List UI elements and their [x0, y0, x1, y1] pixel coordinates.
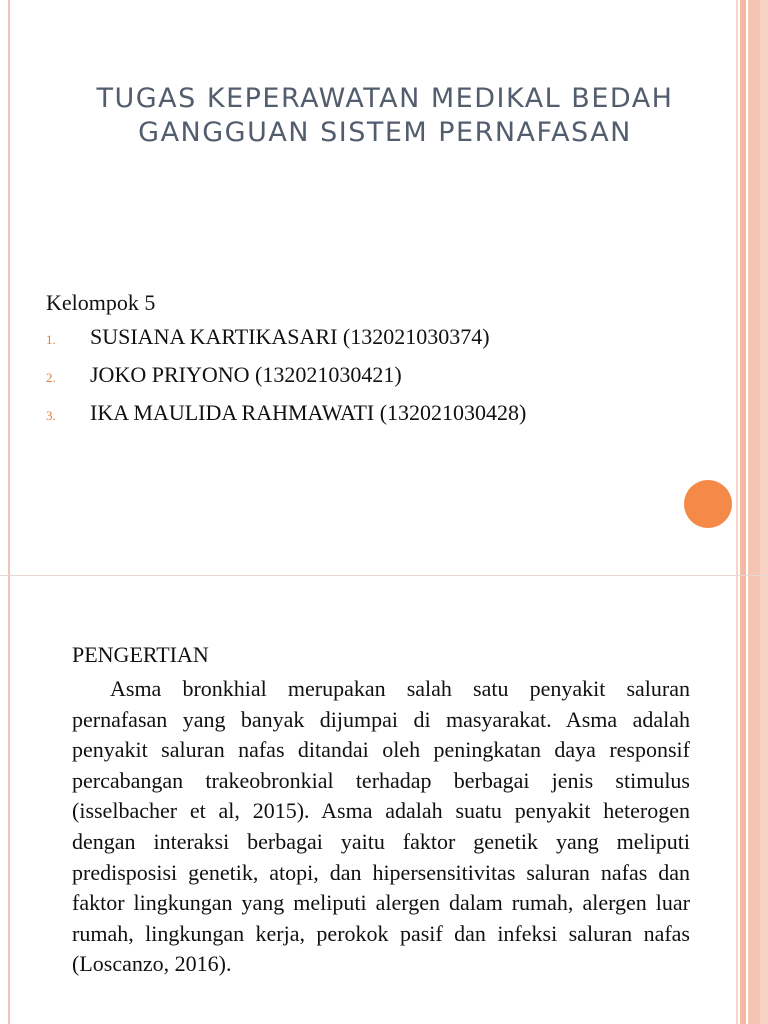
group-label: Kelompok 5	[46, 290, 156, 315]
member-name: IKA MAULIDA RAHMAWATI (132021030428)	[90, 400, 527, 425]
list-number: 2.	[46, 370, 56, 385]
orange-circle-decoration	[684, 480, 732, 528]
member-name: JOKO PRIYONO (132021030421)	[90, 362, 402, 387]
definition-paragraph: Asma bronkhial merupakan salah satu penyakit saluran pernafasan yang banyak dijumpai di masyarakat. Asma adalah penyakit saluran nafas ditandai oleh peningkatan daya responsif percabangan trakeobronkial terhadap berbagai jenis stimulus (isselbacher et al, 2015). Asma adalah suatu penyakit heterogen dengan interaksi berbagai yaitu faktor genetik yang meliputi predisposisi genetik, atopi, dan hipersensitivitas saluran nafas dan faktor lingkungan yang meliputi alergen dalam rumah, alergen luar rumah, lingkungan kerja, perokok pasif dan infeksi saluran nafas (Loscanzo, 2016).	[72, 676, 690, 977]
member-name: SUSIANA KARTIKASARI (132021030374)	[90, 324, 490, 349]
title-line-2: GANGGUAN SISTEM PERNAFASAN	[138, 117, 632, 148]
title-line-1: TUGAS KEPERAWATAN MEDIKAL BEDAH	[96, 83, 674, 114]
left-border-line	[8, 576, 10, 1024]
right-decorative-stripe	[736, 0, 768, 576]
section-heading: PENGERTIAN	[72, 642, 209, 667]
right-decorative-stripe	[736, 576, 768, 1024]
list-number: 1.	[46, 332, 56, 347]
list-number: 3.	[46, 408, 56, 423]
slide-definition	[0, 576, 768, 1024]
slide-title-text	[60, 82, 710, 150]
left-border-line	[8, 0, 10, 576]
